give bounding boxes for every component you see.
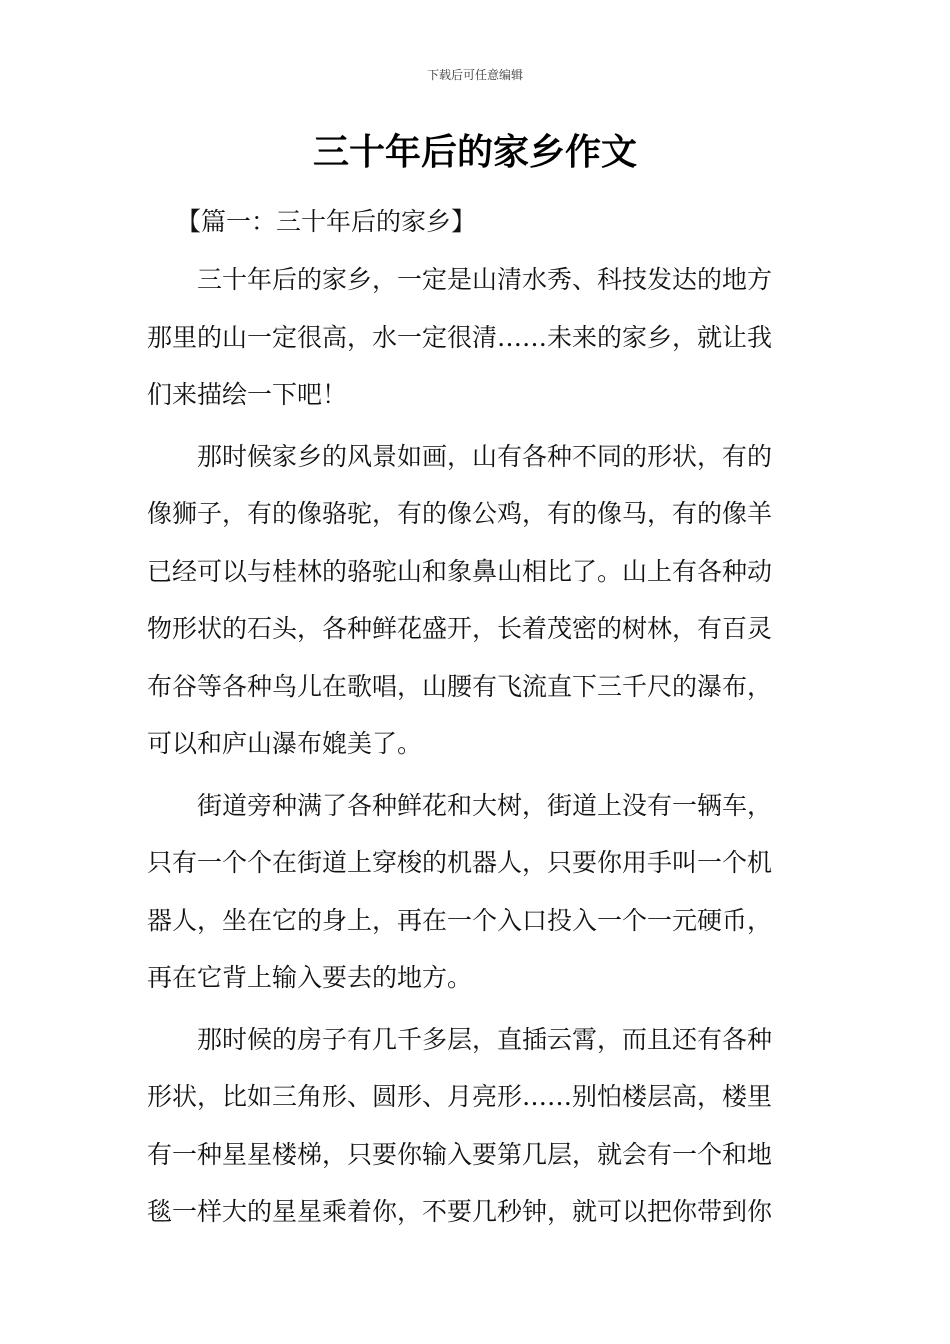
document-title: 三十年后的家乡作文: [312, 132, 637, 173]
text-line: 那里的山一定很高，水一定很清……未来的家乡，就让我: [147, 322, 773, 352]
text-line: 形状，比如三角形、圆形、月亮形……别怕楼层高，楼里: [147, 1082, 773, 1111]
text-line: 三十年后的家乡，一定是山清水秀、科技发达的地方: [197, 265, 773, 294]
section-heading: 【篇一：三十年后的家乡】: [176, 207, 477, 236]
text-line: 街道旁种满了各种鲜花和大树，街道上没有一辆车，: [197, 790, 773, 820]
text-line: 们来描绘一下吧！: [147, 380, 348, 409]
text-line: 毯一样大的星星乘着你，不要几秒钟，就可以把你带到你: [147, 1197, 773, 1226]
text-line: 像狮子，有的像骆驼，有的像公鸡，有的像马，有的像羊: [147, 499, 773, 528]
text-line: 布谷等各种鸟儿在歌唱，山腰有飞流直下三千尺的瀑布，: [147, 671, 773, 701]
text-line: 那时候的房子有几千多层，直插云霄，而且还有各种: [197, 1024, 773, 1054]
paragraph-1: [147, 258, 813, 431]
text-line: 有一种星星楼梯，只要你输入要第几层，就会有一个和地: [147, 1139, 773, 1169]
paragraph-3: [147, 784, 813, 1014]
text-line: 再在它背上输入要去的地方。: [147, 963, 473, 992]
header-note: 下载后可任意编辑: [426, 68, 523, 82]
text-line: 那时候家乡的风景如画，山有各种不同的形状，有的: [197, 441, 773, 471]
text-line: 可以和庐山瀑布媲美了。: [147, 729, 423, 758]
text-line: 只有一个个在街道上穿梭的机器人，只要你用手叫一个机: [147, 848, 773, 877]
text-line: 器人，坐在它的身上，再在一个入口投入一个一元硬币，: [147, 905, 773, 935]
paragraph-4: [147, 1018, 813, 1248]
text-line: 已经可以与桂林的骆驼山和象鼻山相比了。山上有各种动: [147, 556, 773, 586]
paragraph-2: [147, 435, 813, 780]
body-text: [147, 258, 813, 1252]
text-line: 物形状的石头，各种鲜花盛开，长着茂密的树林，有百灵: [147, 614, 773, 643]
